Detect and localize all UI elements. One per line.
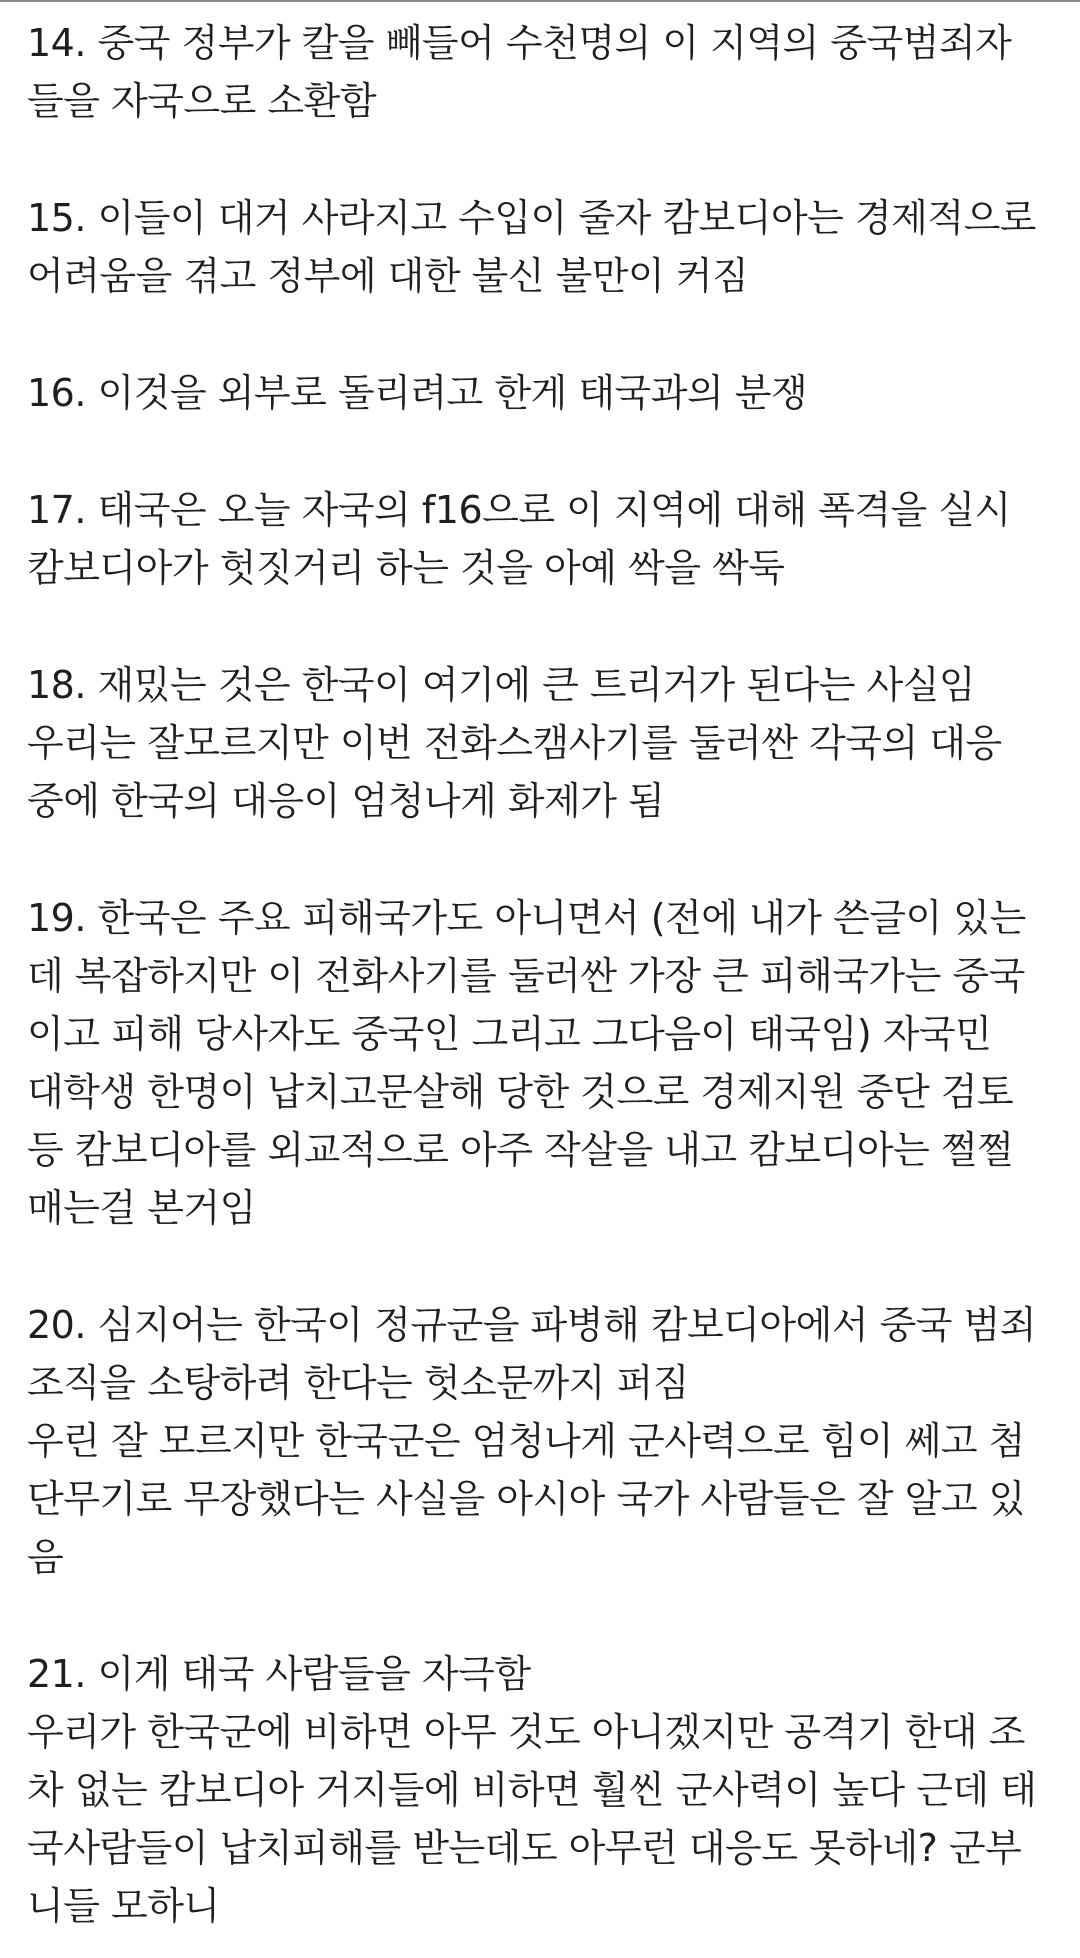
paragraph-20 [27,1296,1067,1586]
text-line: 어려움을 겪고 정부에 대한 불신 불만이 커짐 [27,254,749,298]
text-line: 대학생 한명이 납치고문살해 당한 것으로 경제지원 중단 검토 [27,1070,1014,1114]
text-line: 15. 이들이 대거 사라지고 수입이 줄자 캄보디아는 경제적으로 [27,196,1036,240]
text-line: 우리는 잘모르지만 이번 전화스캠사기를 둘러싼 각국의 대응 [27,721,1002,765]
text-line: 등 캄보디아를 외교적으로 아주 작살을 내고 캄보디아는 쩔쩔 [27,1128,1014,1172]
text-line: 차 없는 캄보디아 거지들에 비하면 훨씬 군사력이 높다 근데 태 [27,1768,1037,1812]
paragraph-15 [27,189,1067,305]
text-line: 음 [27,1535,64,1579]
top-divider [0,0,1080,2]
text-line: 캄보디아가 헛짓거리 하는 것을 아예 싹을 싹둑 [27,546,785,590]
paragraph-17 [27,481,1067,597]
text-line: 18. 재밌는 것은 한국이 여기에 큰 트리거가 된다는 사실임 [27,663,976,707]
text-line: 우리가 한국군에 비하면 아무 것도 아니겠지만 공격기 한대 조 [27,1710,1025,1754]
text-line: 14. 중국 정부가 칼을 빼들어 수천명의 이 지역의 중국범죄자 [27,21,1012,65]
paragraph-16 [27,364,1067,422]
text-line: 들을 자국으로 소환함 [27,79,377,123]
text-line: 데 복잡하지만 이 전화사기를 둘러싼 가장 큰 피해국가는 중국 [27,954,1025,998]
text-line: 중에 한국의 대응이 엄청나게 화제가 됨 [27,779,665,823]
text-line: 단무기로 무장했다는 사실을 아시아 국가 사람들은 잘 알고 있 [27,1477,1025,1521]
post-body [27,14,1067,1935]
text-line: 니들 모하니 [27,1884,220,1928]
text-line: 16. 이것을 외부로 돌리려고 한게 태국과의 분쟁 [27,371,808,415]
text-line: 이고 피해 당사자도 중국인 그리고 그다음이 태국임) 자국민 [27,1012,992,1056]
text-line: 21. 이게 태국 사람들을 자극함 [27,1652,531,1696]
text-line: 19. 한국은 주요 피해국가도 아니면서 (전에 내가 쓴글이 있는 [27,896,1026,940]
paragraph-21 [27,1645,1067,1935]
text-line: 20. 심지어는 한국이 정규군을 파병해 캄보디아에서 중국 범죄 [27,1303,1036,1347]
paragraph-14 [27,14,1067,130]
text-line: 매는걸 본거임 [27,1186,256,1230]
text-line: 17. 태국은 오늘 자국의 f16으로 이 지역에 대해 폭격을 실시 [27,488,1011,532]
paragraph-19 [27,889,1067,1237]
text-line: 우린 잘 모르지만 한국군은 엄청나게 군사력으로 힘이 쎄고 첨 [27,1419,1025,1463]
text-line: 조직을 소탕하려 한다는 헛소문까지 퍼짐 [27,1361,689,1405]
text-line: 국사람들이 납치피해를 받는데도 아무런 대응도 못하네? 군부 [27,1826,1022,1870]
paragraph-18 [27,656,1067,830]
